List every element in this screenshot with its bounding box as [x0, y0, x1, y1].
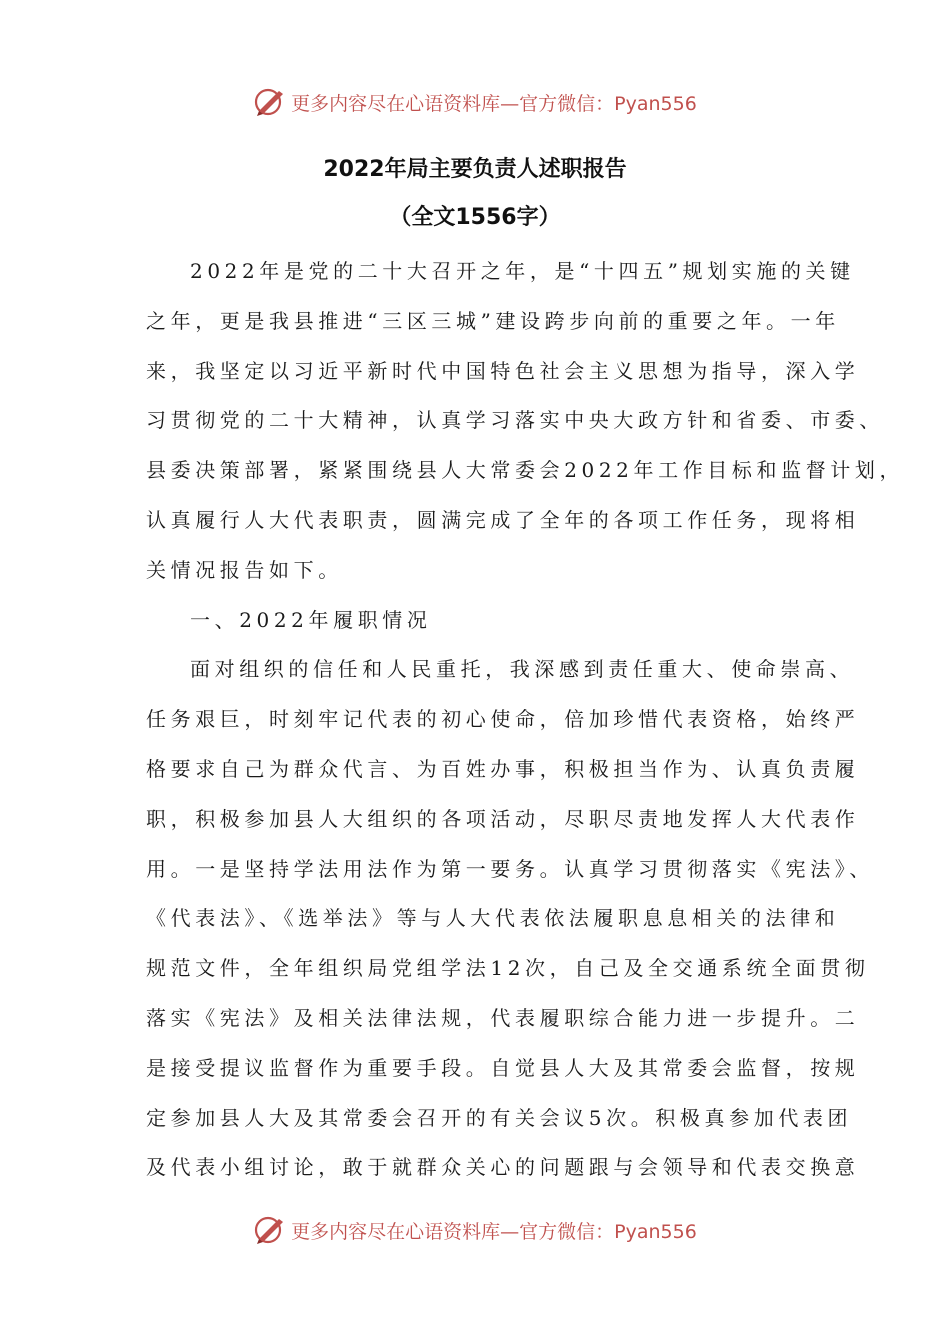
document-body: [146, 247, 905, 1193]
body-line: 习贯彻党的二十大精神，认真学习落实中央大政方针和省委、市委、: [146, 408, 884, 433]
body-line: 是接受提议监督作为重要手段。自觉县人大及其常委会监督，按规: [146, 1055, 860, 1080]
watermark-text: 更多内容尽在心语资料库—官方微信：Pyan556: [291, 1220, 697, 1243]
body-line: 来，我坚定以习近平新时代中国特色社会主义思想为指导，深入学: [146, 358, 860, 383]
body-line: 规范文件，全年组织局党组学法12次，自己及全交通系统全面贯彻: [146, 956, 870, 981]
wechat-id: Pyan556: [614, 1220, 697, 1243]
document-title: 2022年局主要负责人述职报告: [323, 157, 627, 182]
document-subtitle: （全文1556字）: [389, 205, 561, 230]
pen-logo-icon: [253, 1213, 287, 1247]
body-line: 用。一是坚持学法用法作为第一要务。认真学习贯彻落实《宪法》、: [146, 856, 874, 881]
body-line: 《代表法》、《选举法》等与人大代表依法履职息息相关的法律和: [146, 906, 840, 931]
body-line: 格要求自己为群众代言、为百姓办事，积极担当作为、认真负责履: [146, 756, 860, 781]
body-line: 之年，更是我县推进“三区三城”建设跨步向前的重要之年。一年: [146, 308, 840, 333]
body-line: 关情况报告如下。: [146, 557, 343, 582]
body-line: 任务艰巨，时刻牢记代表的初心使命，倍加珍惜代表资格，始终严: [146, 707, 860, 732]
body-line: 落实《宪法》及相关法律法规，代表履职综合能力进一步提升。二: [146, 1005, 860, 1030]
body-line: 2022年是党的二十大召开之年，是“十四五”规划实施的关键: [190, 259, 855, 283]
body-line: 及代表小组讨论，敢于就群众关心的问题跟与会领导和代表交换意: [146, 1155, 860, 1180]
watermark-banner-top: [0, 82, 950, 122]
body-line: 县委决策部署，紧紧围绕县人大常委会2022年工作目标和监督计划，: [146, 458, 905, 483]
wechat-id: Pyan556: [614, 92, 697, 115]
body-line: 认真履行人大代表职责，圆满完成了全年的各项工作任务，现将相: [146, 507, 860, 532]
body-line: 定参加县人大及其常委会召开的有关会议5次。积极真参加代表团: [146, 1105, 853, 1130]
section-heading: 一、2022年履职情况: [190, 607, 432, 632]
watermark-banner-bottom: [0, 1210, 950, 1250]
pen-logo-icon: [253, 85, 287, 119]
body-line: 面对组织的信任和人民重托，我深感到责任重大、使命崇高、: [190, 657, 855, 682]
body-line: 职，积极参加县人大组织的各项活动，尽职尽责地发挥人大代表作: [146, 806, 860, 831]
watermark-text: 更多内容尽在心语资料库—官方微信：Pyan556: [291, 92, 697, 115]
